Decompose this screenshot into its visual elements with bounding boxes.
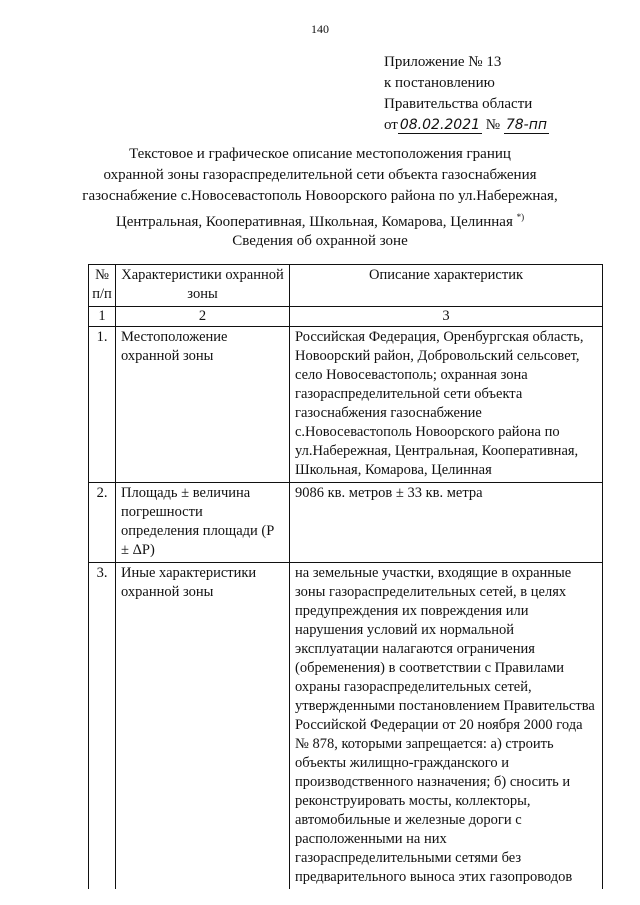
number-sign: №	[485, 117, 501, 133]
heading-line-4-text: Центральная, Кооперативная, Школьная, Комарова, Целинная	[115, 214, 513, 230]
row-description: 9086 кв. метров ± 33 кв. метра	[290, 483, 603, 563]
section-title: Сведения об охранной зоне	[232, 233, 408, 249]
appendix-title: Приложение № 13	[384, 54, 502, 70]
appendix-resolution: к постановлению	[384, 75, 495, 91]
header-characteristic: Характеристики охранной зоны	[116, 265, 290, 307]
row-characteristic: Иные характеристики охранной зоны	[116, 563, 290, 890]
index-cell: 1	[89, 307, 116, 327]
table-index-row	[89, 307, 603, 327]
heading-line-2: охранной зоны газораспределительной сети объекта газоснабжения	[103, 167, 537, 183]
row-description: Российская Федерация, Оренбургская область, Новоорский район, Добровольский сельсовет, село Новосевастополь; охранная зона газораспределительной сети объекта газоснабжения газоснабжение с.Новосевастополь Новоорского района по ул.Набережная, Центральная, Кооперативная, Школьная, Комарова, Целинная	[290, 327, 603, 483]
table-row	[89, 483, 603, 563]
row-num: 3.	[89, 563, 116, 890]
heading-line-4	[60, 207, 580, 233]
footnote-mark: *)	[516, 212, 525, 222]
heading-line-3: газоснабжение с.Новосевастополь Новоорского района по ул.Набережная,	[82, 188, 558, 204]
index-cell: 3	[290, 307, 603, 327]
table-row	[89, 327, 603, 483]
appendix-government: Правительства области	[384, 96, 533, 112]
date-prefix: от	[384, 117, 398, 133]
row-num: 1.	[89, 327, 116, 483]
row-num: 2.	[89, 483, 116, 563]
table-row	[89, 563, 603, 890]
row-characteristic: Площадь ± величина погрешности определения площади (P ± ΔP)	[116, 483, 290, 563]
handwritten-number: 78-пп	[505, 117, 548, 133]
heading-line-1: Текстовое и графическое описание местоположения границ	[129, 146, 511, 162]
appendix-date-number-line	[384, 115, 549, 136]
document-heading	[60, 144, 580, 233]
page-number: 140	[311, 22, 329, 36]
row-description: на земельные участки, входящие в охранные зоны газораспределительных сетей, в целях предупреждения их повреждения или нарушения условий их нормальной эксплуатации налагаются ограничения (обременения) в соответствии с Правилами охраны газораспределительных сетей, утвержденными постановлением Правительства Российской Федерации от 20 ноября 2000 года № 878, которыми запрещается: а) строить объекты жилищно-гражданского и производственного назначения; б) сносить и реконструировать мосты, коллекторы, автомобильные и железные дороги с расположенными на них газораспределительными сетями без предварительного выноса этих газопроводов	[290, 563, 603, 890]
row-characteristic: Местоположение охранной зоны	[116, 327, 290, 483]
appendix-block	[384, 52, 549, 136]
protection-zone-table	[88, 264, 603, 889]
table-header-row	[89, 265, 603, 307]
index-cell: 2	[116, 307, 290, 327]
header-num: № п/п	[89, 265, 116, 307]
header-description: Описание характеристик	[290, 265, 603, 307]
handwritten-date: 08.02.2021	[399, 117, 481, 133]
